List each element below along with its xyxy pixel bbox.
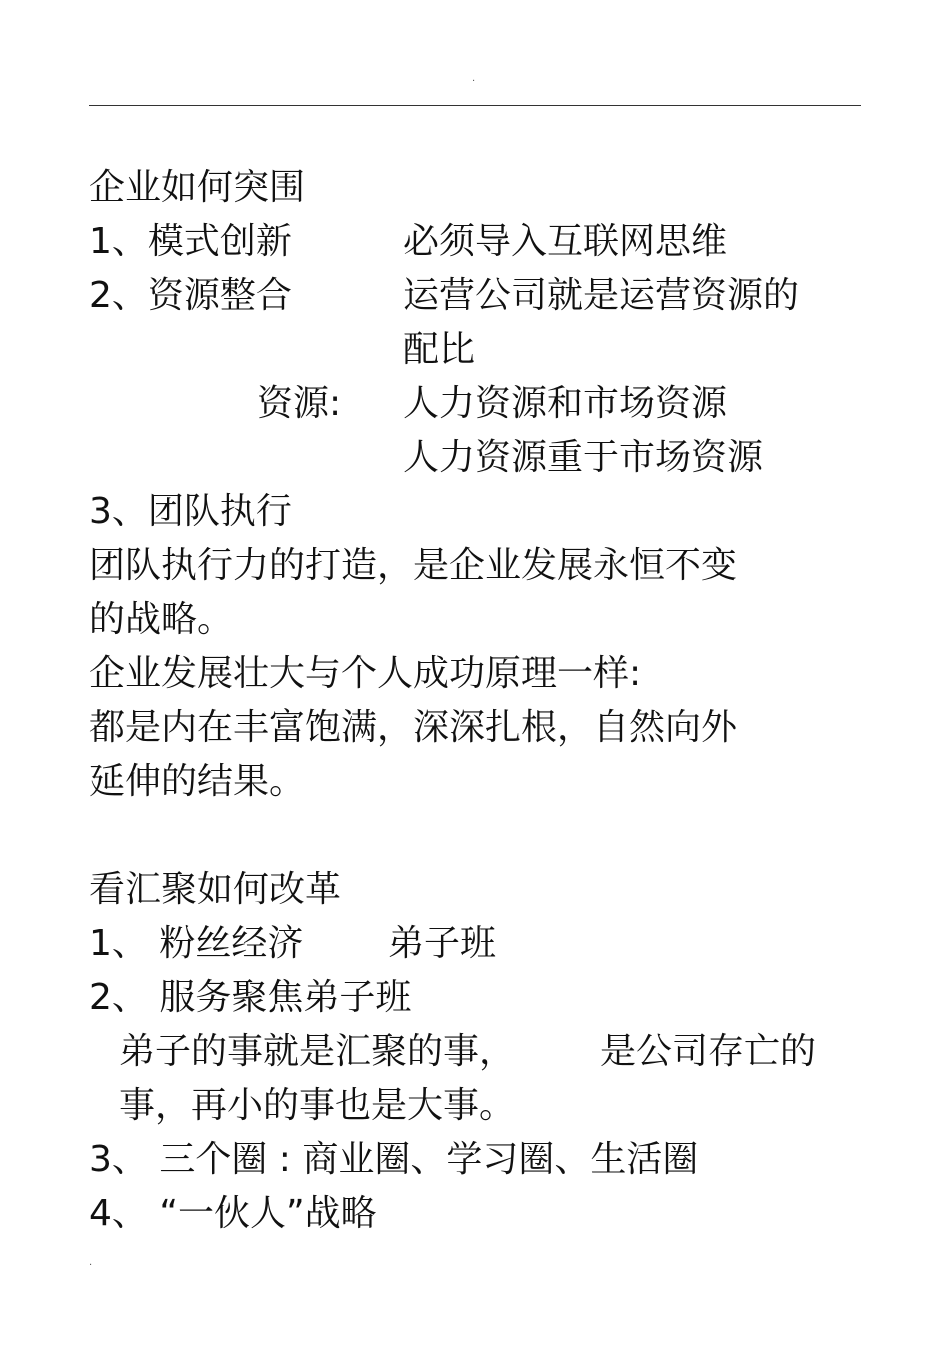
item2-desc-line1: 运营公司就是运营资源的 bbox=[403, 275, 800, 316]
s2-item1-desc: 弟子班 bbox=[388, 923, 497, 964]
section1-title: 企业如何突围 bbox=[89, 167, 306, 208]
resources-label: 资源: bbox=[257, 383, 342, 424]
para2-line2: 都是内在丰富饱满，深深扎根，自然向外 bbox=[89, 707, 738, 748]
para1-line2: 的战略。 bbox=[89, 599, 234, 640]
s2-note-line1a: 弟子的事就是汇聚的事， bbox=[119, 1031, 516, 1072]
header-marker: . bbox=[472, 73, 476, 84]
header-rule bbox=[89, 105, 861, 106]
s2-item4-label: 4、 “一伙人”战略 bbox=[89, 1193, 377, 1234]
item1-desc: 必须导入互联网思维 bbox=[403, 221, 728, 262]
resources-line2: 人力资源重于市场资源 bbox=[403, 437, 764, 478]
para2-line1: 企业发展壮大与个人成功原理一样: bbox=[89, 653, 642, 694]
s2-item3-label: 3、 三个圈 : 商业圈、学习圈、生活圈 bbox=[89, 1139, 699, 1180]
s2-item1-label: 1、 粉丝经济 bbox=[89, 923, 304, 964]
para1-line1: 团队执行力的打造，是企业发展永恒不变 bbox=[89, 545, 738, 586]
s2-note-line2: 事，再小的事也是大事。 bbox=[119, 1085, 516, 1126]
s2-note-line1b: 是公司存亡的 bbox=[600, 1031, 817, 1072]
item2-desc-line2: 配比 bbox=[403, 329, 476, 370]
item1-label: 1、模式创新 bbox=[89, 221, 292, 262]
item2-label: 2、资源整合 bbox=[89, 275, 292, 316]
para2-line3: 延伸的结果。 bbox=[89, 761, 306, 802]
item3-label: 3、团队执行 bbox=[89, 491, 292, 532]
resources-line1: 人力资源和市场资源 bbox=[403, 383, 728, 424]
footer-marker: . bbox=[89, 1257, 93, 1268]
section2-title: 看汇聚如何改革 bbox=[89, 869, 342, 910]
s2-item2-label: 2、 服务聚焦弟子班 bbox=[89, 977, 412, 1018]
